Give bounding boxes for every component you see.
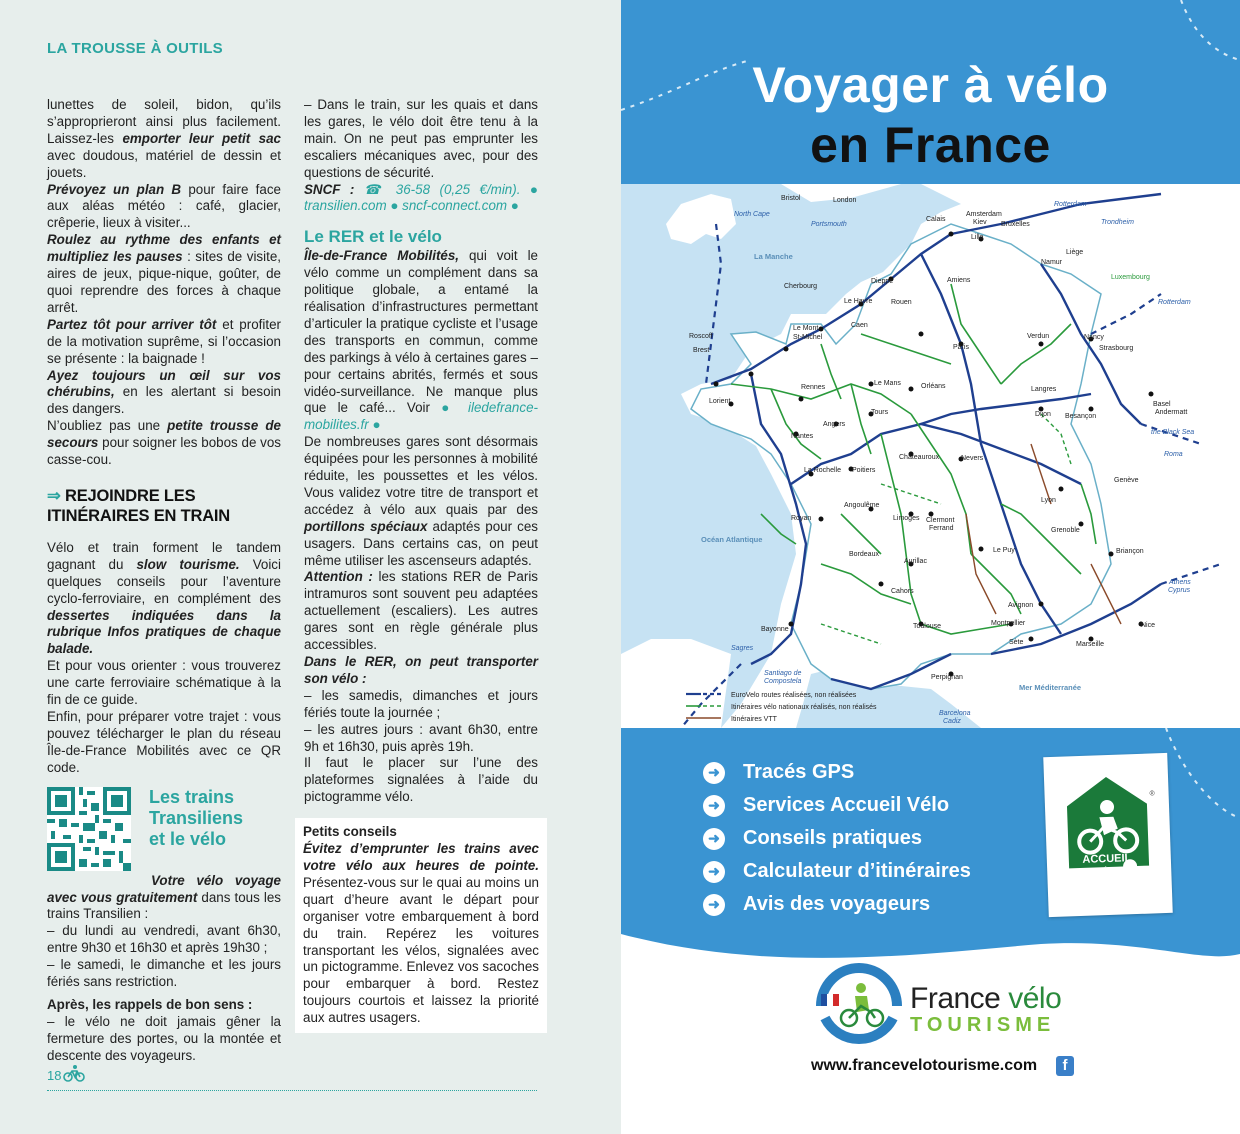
svg-text:Sagres: Sagres [731,645,754,652]
arrow-right-icon: ➜ [703,795,725,817]
accueil-sub-label: VÉLO [1095,865,1124,877]
svg-text:Barcelona: Barcelona [939,710,971,717]
svg-text:Lille: Lille [971,234,984,241]
svg-text:Roscoff: Roscoff [689,333,713,340]
trains-heading: Les trains Transiliens et le vélo [149,786,244,849]
paragraph: – les autres jours : avant 6h30, entre 9h et 16h30, puis après 19h. [304,721,538,754]
svg-text:Cahors: Cahors [891,588,914,595]
svg-text:Nantes: Nantes [791,433,814,440]
arrow-right-icon: ➜ [703,894,725,916]
svg-text:Amiens: Amiens [947,277,971,284]
svg-text:Royan: Royan [791,515,812,522]
svg-text:St-Michel: St-Michel [793,334,823,341]
facebook-icon[interactable]: f [1056,1056,1074,1076]
paragraph: N’oubliez pas une petite trousse de secours pour soigner les bobos de vos casse-cou. [47,418,281,468]
svg-text:Montpellier: Montpellier [991,620,1026,627]
paragraph: De nombreuses gares sont désormais équipées pour les personnes à mobilité réduite, les poussettes et les vélos. Vous validez votre titre de transport et accédez à vélo aux quais par des portillons spéciaux adaptés pour ces usagers. Dans certains cas, on peut même utiliser les ascenseurs adaptés. [304,434,538,568]
svg-text:Aurillac: Aurillac [904,558,927,565]
title-line-1: Voyager à vélo [752,57,1109,113]
france-map [621,184,1240,728]
paragraph: Après, les rappels de bon sens : [47,996,253,1012]
svg-text:Châteauroux: Châteauroux [899,454,940,461]
svg-text:Avignon: Avignon [1008,602,1034,609]
paragraph: Évitez d’emprunter les trains avec votre vélo aux heures de pointe. Présentez-vous sur le quai au moins un quart d’heure avant le départ pour organiser votre embarquement à bord du train. Repérez les voitures transportant les vélos, signalées avec un pictogramme. Enlevez vos sacoches pour embarquer à bord. Restez toujours courtois et laissez la priorité aux autres usagers. [303,841,539,1026]
paragraph: – les samedis, dimanches et jours fériés toute la journée ; [304,687,538,720]
svg-text:Nice: Nice [1141,622,1156,629]
cycling-map [621,184,1240,728]
legend-item: Itinéraires VTT [731,716,777,723]
svg-text:Amsterdam: Amsterdam [966,211,1002,218]
svg-text:Dieppe: Dieppe [871,278,894,285]
paragraph: – Dans le train, sur les quais et dans les gares, le vélo doit être tenu à la main. On ne peut pas emprunter les escaliers mécaniques avec, pour des questions de sécurité. [304,97,538,180]
svg-text:Portsmouth: Portsmouth [811,221,847,228]
svg-text:Orléans: Orléans [921,383,946,390]
svg-text:Calais: Calais [926,216,946,223]
svg-text:Rotterdam: Rotterdam [1054,201,1087,208]
svg-text:Le Mans: Le Mans [874,380,901,387]
svg-text:Ferrand: Ferrand [929,525,954,532]
svg-text:North Cape: North Cape [734,211,770,218]
paragraph: – le vélo ne doit jamais gêner la fermeture des portes, ou la montée et descente des voyageurs. [47,1013,281,1063]
paragraph: Ayez toujours un œil sur vos chérubins, en les alertant si besoin des dangers. [47,367,281,417]
svg-text:Toulouse: Toulouse [913,623,942,630]
feature-item[interactable]: ➜ Tracés GPS [703,756,971,789]
svg-text:Limoges: Limoges [893,515,920,522]
svg-text:Angoulême: Angoulême [844,502,880,509]
legend-item: EuroVelo routes réalisées, non réalisées [731,692,857,699]
svg-text:Brest: Brest [693,347,710,354]
arrow-right-icon: ➜ [703,828,725,850]
svg-text:the Black Sea: the Black Sea [1151,429,1195,436]
svg-text:Roma: Roma [1164,451,1183,458]
paragraph: – du lundi au vendredi, avant 6h30, entre 9h30 et 16h30 et après 19h30 ; [47,923,281,956]
qr-block [47,787,281,871]
bike-icon [63,1064,85,1082]
website-link[interactable]: www.francevelotourisme.com [811,1057,1038,1074]
tips-title: Petits conseils [303,824,397,840]
features-list [703,756,971,921]
svg-text:Lyon: Lyon [1041,497,1056,504]
svg-text:Cherbourg: Cherbourg [784,283,818,290]
svg-text:Trondheim: Trondheim [1101,219,1134,226]
svg-text:Verdun: Verdun [1027,333,1050,340]
paragraph: lunettes de soleil, bidon, qu’ils s’approprieront ainsi plus facilement. Laissez-les emporter leur petit sac avec doudous, matériel de dessin et jouets. [47,97,281,180]
svg-text:Athens: Athens [1169,579,1191,586]
svg-text:®: ® [1149,790,1155,798]
sncf-info: SNCF : ☎ 36-58 (0,25 €/min). ● transilien.com ● sncf-connect.com ● [304,181,538,214]
accueil-velo-badge [1043,753,1173,917]
svg-text:La Manche: La Manche [754,252,793,261]
qr-code-icon[interactable] [47,787,131,871]
svg-text:Caen: Caen [851,322,868,329]
paragraph: Attention : les stations RER de Paris intramuros sont souvent peu adaptées actuellement (escaliers). Les autres gares sont en règle générale plus accessibles. [304,569,538,653]
paragraph: – le samedi, le dimanche et les jours fériés sans restriction. [47,957,281,990]
feature-item[interactable]: ➜ Conseils pratiques [703,822,971,855]
paragraph: Prévoyez un plan B pour faire face aux aléas météo : café, glacier, crêperie, lieux à visiter... [47,181,281,231]
svg-text:Santiago de: Santiago de [764,670,802,677]
svg-text:Langres: Langres [1031,386,1057,393]
svg-text:Namur: Namur [1041,259,1063,266]
svg-text:Besançon: Besançon [1065,413,1097,420]
brand-subtitle: TOURISME [910,1014,1056,1036]
svg-text:London: London [833,197,857,204]
paragraph: Il faut le placer sur l’une des plateformes signalées à l’aide du pictogramme vélo. [304,755,538,805]
svg-text:La Rochelle: La Rochelle [804,467,841,474]
paragraph: Île-de-France Mobilités, qui voit le vélo comme un complément dans sa politique globale, a entamé la réalisation d’infrastructures permettant d’articuler la pratique cycliste et l’usage des transports en commun, comme des parkings à vélo à certaines gares – pour certains abrités, fermés et sous vidéo-surveillance. Ne manque plus que le café... Voir ● iledefrance-mobilites.fr ● [304,248,538,433]
svg-text:Rouen: Rouen [891,299,912,306]
column-1 [47,97,281,1065]
svg-text:Marseille: Marseille [1076,641,1105,648]
arrow-right-icon: ➜ [703,861,725,883]
arrow-right-icon: ➜ [703,762,725,784]
paragraph: Et pour vous orienter : vous trouverez une carte ferroviaire schématique à la fin de ce guide. [47,658,281,708]
svg-text:Angers: Angers [823,421,846,428]
svg-text:Kiev: Kiev [973,219,987,226]
paragraph: Dans le RER, on peut transporter son vélo : [304,654,538,686]
svg-text:Cadiz: Cadiz [943,718,961,725]
svg-text:Océan Atlantique: Océan Atlantique [701,535,763,544]
feature-item[interactable]: ➜ Avis des voyageurs [703,888,971,921]
svg-text:Mer Méditerranée: Mer Méditerranée [1019,683,1082,692]
svg-text:Dijon: Dijon [1035,411,1051,418]
footer-divider [47,1090,537,1091]
svg-text:Nancy: Nancy [1084,334,1104,341]
svg-text:Le Puy: Le Puy [993,547,1015,554]
right-page [621,0,1240,1134]
svg-text:Luxembourg: Luxembourg [1111,274,1150,281]
svg-text:Grenoble: Grenoble [1051,527,1080,534]
svg-text:Bristol: Bristol [781,195,801,202]
svg-text:Poitiers: Poitiers [852,467,876,474]
paragraph: Partez tôt pour arriver tôt et profiter de la motivation suprême, si l’occasion se présente : la baignade ! [47,316,281,366]
paragraph: Vélo et train forment le tandem gagnant du slow tourisme. Voici quelques conseils pour l’aventure cyclo-ferroviaire, en complément des dessertes indiquées dans la rubrique Infos pratiques de chaque balade. [47,539,281,657]
svg-text:Basel: Basel [1153,401,1171,408]
feature-item[interactable]: ➜ Calculateur d’itinéraires [703,855,971,888]
paragraph: Enfin, pour préparer votre trajet : vous pouvez télécharger le plan du réseau Île-de-France Mobilités avec ce QR code. [47,709,281,775]
svg-text:Le Havre: Le Havre [844,298,873,305]
svg-text:Sète: Sète [1009,639,1024,646]
tips-box [295,818,547,1033]
section-label: LA TROUSSE À OUTILS [47,40,223,57]
svg-text:Lorient: Lorient [709,398,731,405]
svg-text:Rennes: Rennes [801,384,826,391]
svg-text:Rotterdam: Rotterdam [1158,299,1191,306]
svg-text:Liège: Liège [1066,249,1084,256]
svg-text:Bordeaux: Bordeaux [849,551,879,558]
paragraph: Votre vélo voyage avec vous gratuitement dans tous les trains Transilien : [47,872,281,922]
svg-text:Clermont: Clermont [926,517,955,524]
svg-text:Paris: Paris [953,344,969,351]
svg-text:Strasbourg: Strasbourg [1099,345,1134,352]
svg-text:Genève: Genève [1114,477,1139,484]
accueil-velo-logo [1043,753,1173,917]
svg-text:Bruxelles: Bruxelles [1001,221,1030,228]
idf-link[interactable]: ● iledefrance-mobilites.fr ● [304,400,538,433]
svg-text:Briançon: Briançon [1116,548,1144,555]
svg-text:Compostela: Compostela [764,678,802,685]
svg-text:Nevers: Nevers [961,455,984,462]
feature-item[interactable]: ➜ Services Accueil Vélo [703,789,971,822]
paragraph: Roulez au rythme des enfants et multipliez les pauses : sites de visite, aires de jeux, pique-nique, goûter, de quoi reprendre des forces à chaque arrêt. [47,232,281,315]
title-line-2: en France [810,117,1051,173]
svg-text:Cyprus: Cyprus [1168,587,1191,594]
svg-text:Perpignan: Perpignan [931,674,963,681]
column-2 [304,97,538,1033]
svg-text:Le Mont: Le Mont [793,325,819,332]
france-velo-logo [811,958,907,1054]
svg-text:Bayonne: Bayonne [761,626,789,633]
svg-text:Tours: Tours [871,409,889,416]
arrow-icon: ⇒ [47,486,61,505]
rer-heading: Le RER et le vélo [304,227,442,247]
accueil-label: ACCUEIL [1082,852,1132,866]
section-heading: ⇒ REJOINDRE LES ITINÉRAIRES EN TRAIN [47,486,231,525]
svg-text:Andermatt: Andermatt [1155,409,1188,416]
brand-name: France vélo [910,982,1062,1015]
page-number: 18 [47,1068,62,1083]
legend-item: Itinéraires vélo nationaux réalisés, non réalisés [731,704,877,711]
